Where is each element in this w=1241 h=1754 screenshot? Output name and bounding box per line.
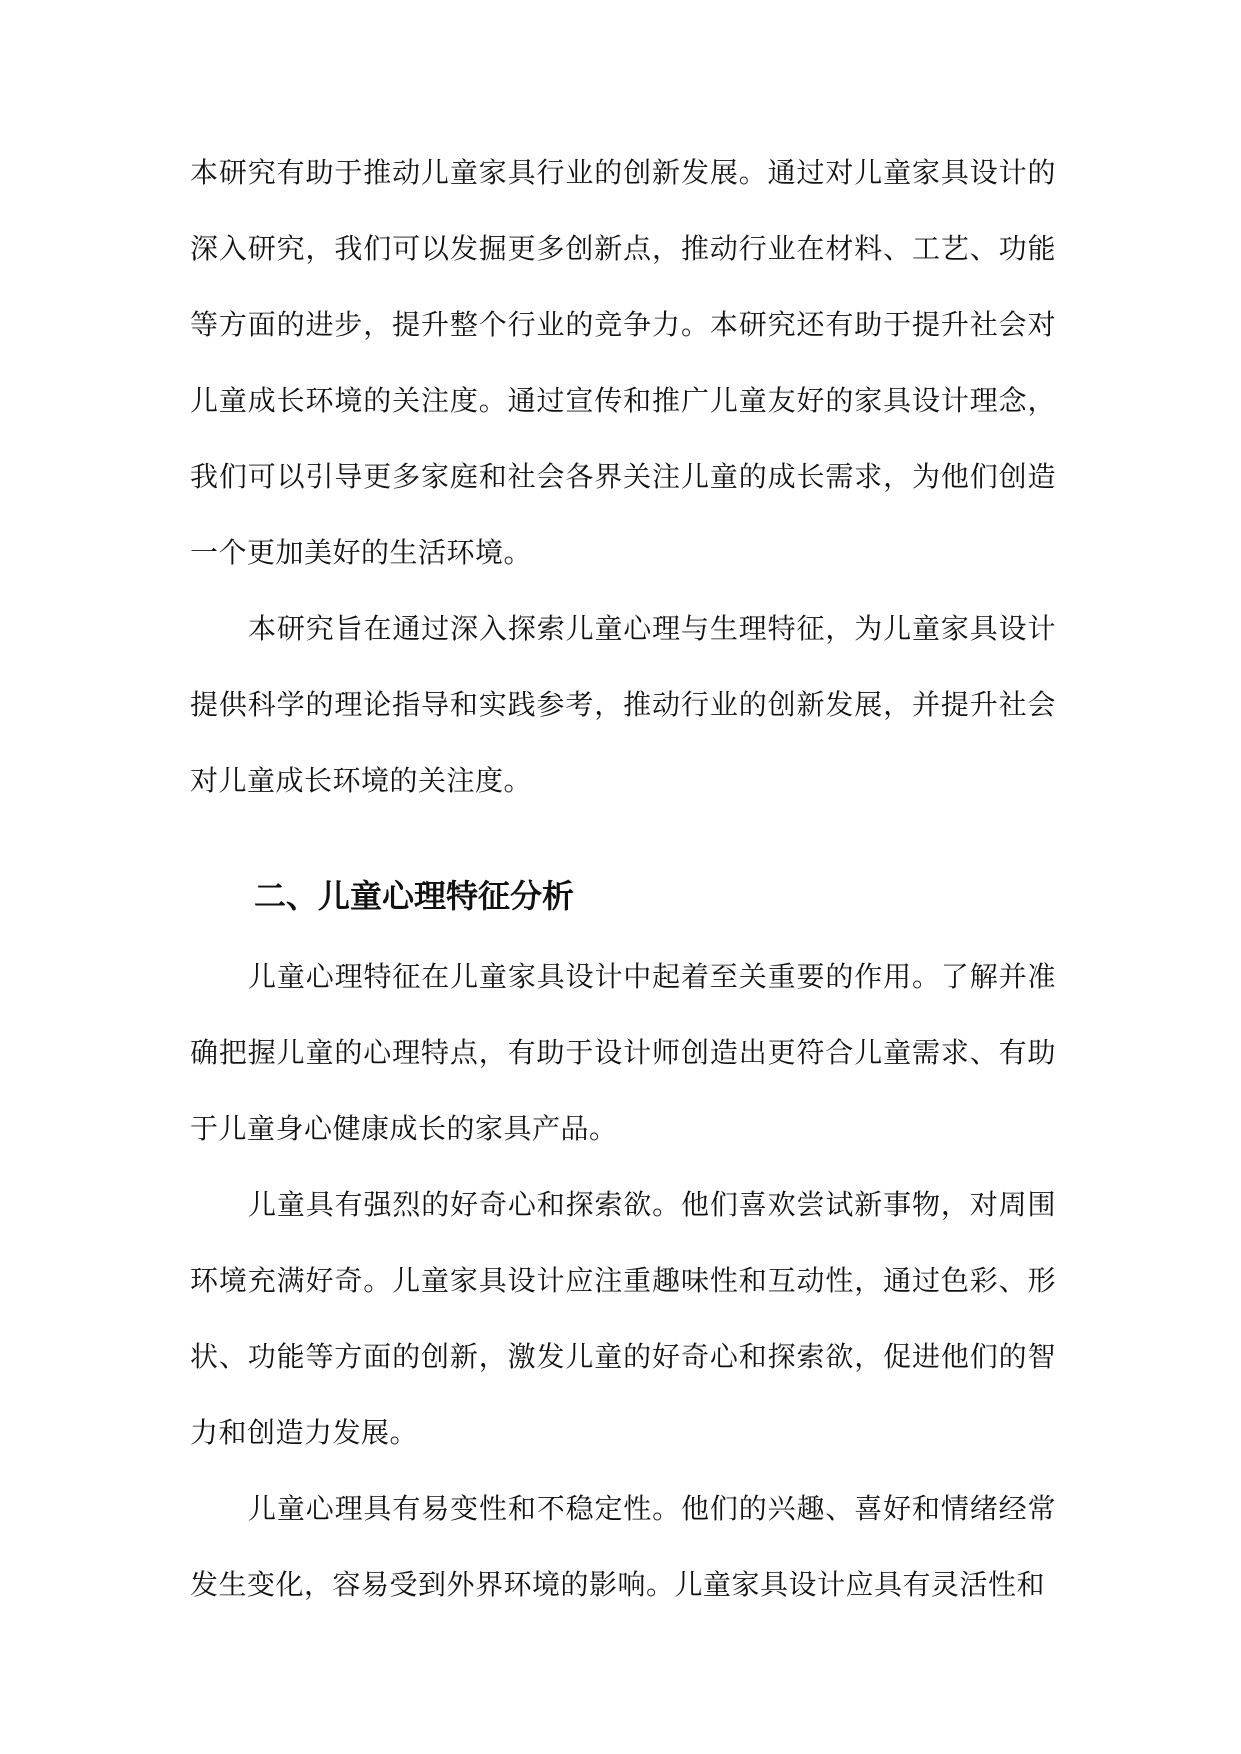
- paragraph-psychology-importance: 儿童心理特征在儿童家具设计中起着至关重要的作用。了解并准确把握儿童的心理特点，有助于设计师创造出更符合儿童需求、有助于儿童身心健康成长的家具产品。: [190, 960, 1056, 1145]
- paragraph-variability: 儿童心理具有易变性和不稳定性。他们的兴趣、喜好和情绪经常发生变化，容易受到外界环境的影响。儿童家具设计应具有灵活性和: [190, 1492, 1056, 1601]
- paragraph-research-aim: 本研究旨在通过深入探索儿童心理与生理特征，为儿童家具设计提供科学的理论指导和实践参考，推动行业的创新发展，并提升社会对儿童成长环境的关注度。: [190, 612, 1056, 797]
- document-body: [190, 135, 1056, 1623]
- section-heading: 二、儿童心理特征分析: [254, 877, 575, 915]
- paragraph-curiosity: 儿童具有强烈的好奇心和探索欲。他们喜欢尝试新事物，对周围环境充满好奇。儿童家具设计应注重趣味性和互动性，通过色彩、形状、功能等方面的创新，激发儿童的好奇心和探索欲，促进他们的智力和创造力发展。: [190, 1188, 1056, 1449]
- paragraph-industry-innovation: 本研究有助于推动儿童家具行业的创新发展。通过对儿童家具设计的深入研究，我们可以发掘更多创新点，推动行业在材料、工艺、功能等方面的进步，提升整个行业的竞争力。本研究还有助于提升社会对儿童成长环境的关注度。通过宣传和推广儿童友好的家具设计理念，我们可以引导更多家庭和社会各界关注儿童的成长需求，为他们创造一个更加美好的生活环境。: [190, 156, 1056, 569]
